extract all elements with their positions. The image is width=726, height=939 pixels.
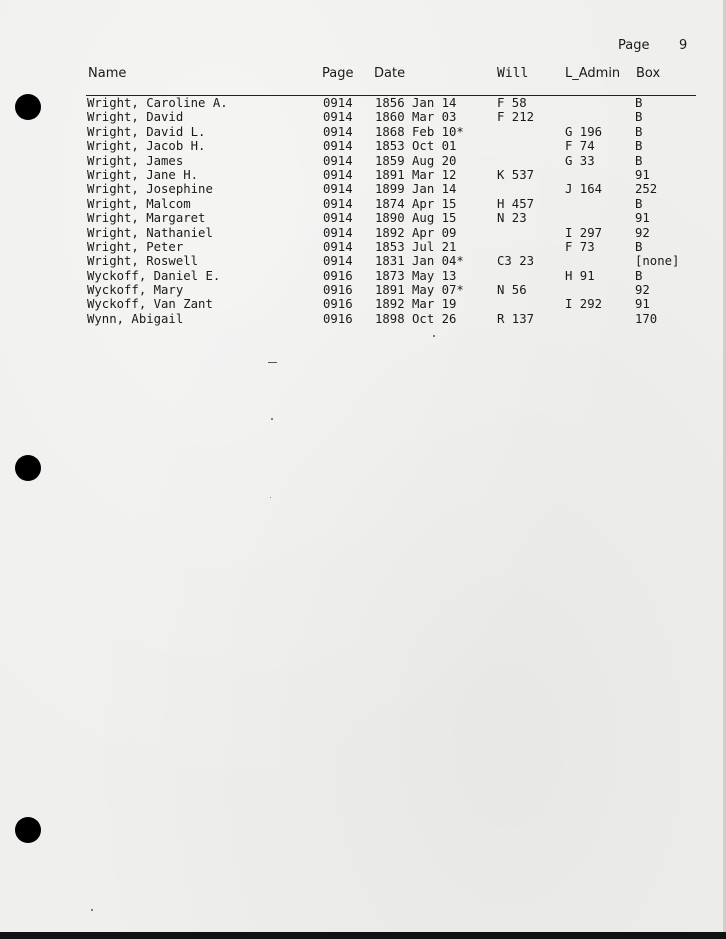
entry-page: 0914 — [323, 96, 353, 110]
entry-name: Wright, Josephine — [87, 182, 213, 197]
entry-l-admin: F 74 — [565, 139, 595, 154]
entry-will: N 56 — [497, 283, 527, 298]
entry-date: 1891 May 07* — [375, 283, 464, 298]
entry-date: 1891 Mar 12 — [375, 167, 457, 182]
record-row — [0, 96, 726, 110]
entry-date: 1853 Jul 21 — [375, 239, 457, 254]
entry-name: Wright, James — [87, 153, 184, 168]
column-header-l-admin: L_Admin — [565, 66, 621, 81]
entry-box: B — [635, 110, 643, 125]
column-header-box: Box — [636, 66, 661, 81]
column-header-name: Name — [88, 66, 127, 81]
entry-will: R 137 — [497, 311, 535, 326]
entry-page: 0914 — [323, 225, 353, 240]
paper-speck — [91, 909, 93, 911]
entry-date: 1873 May 13 — [375, 268, 457, 283]
entry-page: 0914 — [323, 211, 353, 226]
entry-box: [none] — [635, 254, 680, 269]
entry-l-admin: I 292 — [565, 297, 603, 312]
page-number: 9 — [679, 38, 688, 53]
entry-page: 0916 — [323, 297, 353, 312]
page-label: Page — [618, 38, 650, 53]
entry-box: B — [635, 196, 643, 211]
entry-name: Wright, David L. — [87, 124, 206, 139]
entry-box: B — [635, 139, 643, 154]
entry-date: 1874 Apr 15 — [375, 196, 457, 211]
entry-page: 0914 — [323, 182, 353, 197]
entry-name: Wright, Jane H. — [87, 167, 199, 182]
entry-box: 252 — [635, 182, 658, 197]
record-row — [0, 269, 726, 283]
paper-speck — [268, 362, 277, 363]
entry-box: 91 — [635, 297, 650, 312]
entry-l-admin: I 297 — [565, 225, 603, 240]
record-row — [0, 197, 726, 211]
record-row — [0, 110, 726, 124]
entry-date: 1856 Jan 14 — [375, 96, 457, 110]
entry-will: K 537 — [497, 167, 535, 182]
entry-page: 0916 — [323, 311, 353, 326]
entry-date: 1868 Feb 10* — [375, 124, 464, 139]
column-header-page: Page — [322, 66, 354, 81]
record-row — [0, 312, 726, 326]
entry-name: Wright, Peter — [87, 239, 184, 254]
entry-name: Wright, Margaret — [87, 211, 206, 226]
record-row — [0, 211, 726, 225]
entry-page: 0914 — [323, 153, 353, 168]
record-row — [0, 240, 726, 254]
paper-speck — [271, 418, 273, 420]
entry-date: 1892 Apr 09 — [375, 225, 457, 240]
entry-page: 0914 — [323, 254, 353, 269]
record-row — [0, 226, 726, 240]
entry-box: B — [635, 153, 643, 168]
entry-name: Wright, Jacob H. — [87, 139, 206, 154]
paper-speck — [270, 497, 271, 498]
record-row — [0, 182, 726, 196]
entry-l-admin: J 164 — [565, 182, 603, 197]
entry-name: Wyckoff, Mary — [87, 283, 184, 298]
entry-box: B — [635, 239, 643, 254]
entry-will: F 212 — [497, 110, 535, 125]
entry-box: B — [635, 96, 643, 110]
entry-box: 170 — [635, 311, 658, 326]
entry-name: Wright, Nathaniel — [87, 225, 213, 240]
scan-bottom-border — [0, 932, 726, 939]
entry-will: F 58 — [497, 96, 527, 110]
entry-box: 92 — [635, 283, 650, 298]
punch-hole — [15, 455, 41, 481]
record-row — [0, 283, 726, 297]
entry-name: Wright, David — [87, 110, 184, 125]
record-row — [0, 154, 726, 168]
entry-page: 0914 — [323, 110, 353, 125]
entry-name: Wynn, Abigail — [87, 311, 184, 326]
entry-page: 0914 — [323, 124, 353, 139]
entry-page: 0916 — [323, 283, 353, 298]
punch-hole — [15, 817, 41, 843]
entry-page: 0914 — [323, 196, 353, 211]
entry-page: 0914 — [323, 167, 353, 182]
record-row — [0, 139, 726, 153]
entry-name: Wright, Caroline A. — [87, 96, 228, 110]
column-header-date: Date — [374, 66, 406, 81]
entry-date: 1892 Mar 19 — [375, 297, 457, 312]
entry-l-admin: H 91 — [565, 268, 595, 283]
entry-will: N 23 — [497, 211, 527, 226]
entry-box: 91 — [635, 167, 650, 182]
entry-l-admin: F 73 — [565, 239, 595, 254]
entry-name: Wright, Roswell — [87, 254, 199, 269]
entry-date: 1898 Oct 26 — [375, 311, 457, 326]
record-row — [0, 125, 726, 139]
entry-l-admin: G 196 — [565, 124, 603, 139]
entry-date: 1831 Jan 04* — [375, 254, 464, 269]
entry-date: 1853 Oct 01 — [375, 139, 457, 154]
entry-date: 1860 Mar 03 — [375, 110, 457, 125]
entry-will: H 457 — [497, 196, 535, 211]
column-header-will: Will — [497, 66, 529, 81]
entry-name: Wyckoff, Van Zant — [87, 297, 213, 312]
entry-name: Wright, Malcom — [87, 196, 191, 211]
entry-box: 92 — [635, 225, 650, 240]
entry-page: 0914 — [323, 139, 353, 154]
entry-page: 0914 — [323, 239, 353, 254]
entry-date: 1890 Aug 15 — [375, 211, 457, 226]
paper-speck — [433, 335, 435, 337]
entry-date: 1859 Aug 20 — [375, 153, 457, 168]
entry-will: C3 23 — [497, 254, 535, 269]
entry-l-admin: G 33 — [565, 153, 595, 168]
entry-box: 91 — [635, 211, 650, 226]
entry-name: Wyckoff, Daniel E. — [87, 268, 221, 283]
record-row — [0, 168, 726, 182]
record-row — [0, 297, 726, 311]
entry-box: B — [635, 268, 643, 283]
entry-box: B — [635, 124, 643, 139]
record-list — [0, 96, 726, 326]
record-row — [0, 254, 726, 268]
entry-page: 0916 — [323, 268, 353, 283]
entry-date: 1899 Jan 14 — [375, 182, 457, 197]
